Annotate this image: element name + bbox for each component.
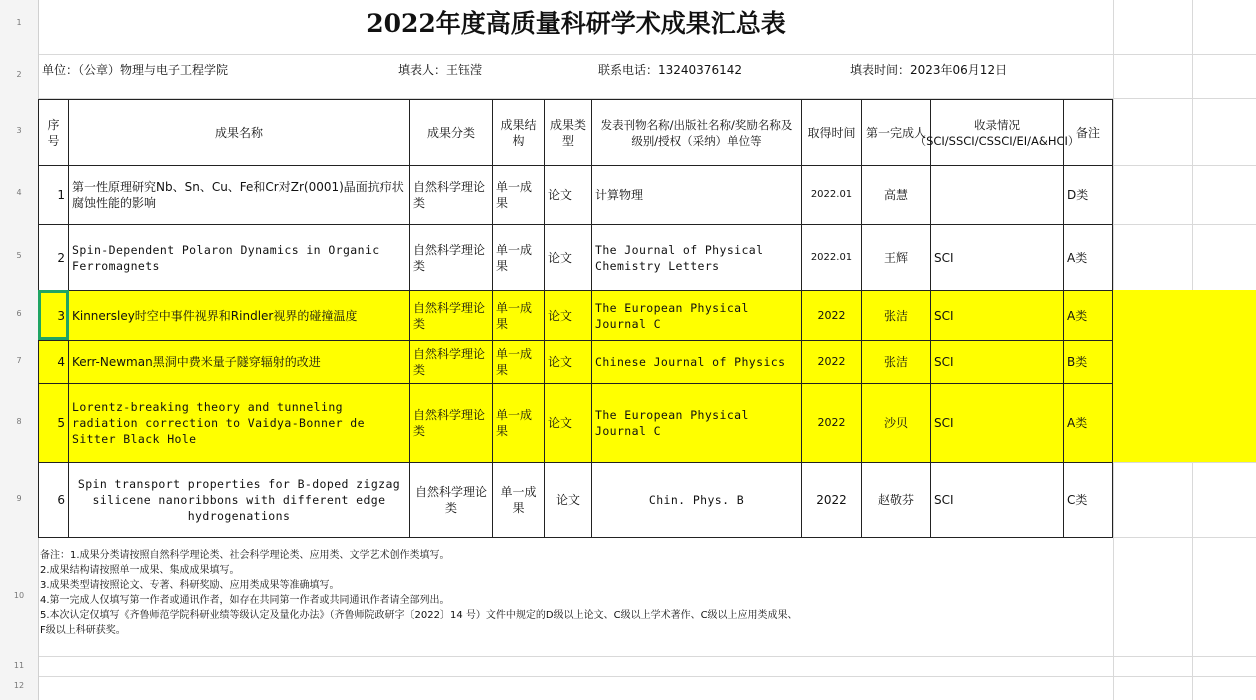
cell-time[interactable]: 2022.01 — [801, 224, 862, 291]
cell-time[interactable]: 2022 — [801, 290, 862, 341]
note-line: 5.本次认定仅填写《齐鲁师范学院科研业绩等级认定及量化办法》（齐鲁师院政研字〔2022〕14 号）文件中规定的D级以上论文、C级以上学术著作、C级以上应用类成果、 — [40, 610, 798, 621]
header-type[interactable]: 成果类型 — [544, 99, 592, 166]
row-number[interactable]: 10 — [13, 591, 25, 600]
cell-time[interactable]: 2022 — [801, 383, 862, 463]
cell-author[interactable]: 张洁 — [861, 340, 931, 384]
cell-author[interactable]: 赵敬芬 — [861, 462, 931, 538]
cell-publisher[interactable]: The European Physical Journal C — [591, 290, 802, 341]
cell-type[interactable]: 论文 — [544, 290, 592, 341]
row-number[interactable]: 8 — [16, 417, 22, 426]
cell-time[interactable]: 2022.01 — [801, 165, 862, 225]
cell-type[interactable]: 论文 — [544, 340, 592, 384]
note-line: F级以上科研获奖。 — [40, 625, 126, 636]
info-unit[interactable]: 单位：（公章）物理与电子工程学院 — [42, 63, 229, 77]
cell-index[interactable]: SCI — [930, 290, 1064, 341]
cell-remark[interactable]: A类 — [1063, 383, 1113, 463]
cell-name[interactable]: Spin transport properties for B-doped zigzag silicene nanoribbons with different edge hydrogenations — [68, 462, 410, 538]
info-phone[interactable]: 联系电话：13240376142 — [598, 63, 742, 77]
cell-structure[interactable]: 单一成果 — [492, 340, 545, 384]
cell-seq[interactable]: 4 — [38, 340, 69, 384]
gridline — [0, 676, 1256, 677]
row-number[interactable]: 12 — [13, 681, 25, 690]
row-number[interactable]: 4 — [16, 188, 22, 197]
note-line: 2.成果结构请按照单一成果、集成成果填写。 — [40, 565, 240, 576]
header-name[interactable]: 成果名称 — [68, 99, 410, 166]
row-number[interactable]: 9 — [16, 494, 22, 503]
cell-category[interactable]: 自然科学理论类 — [409, 462, 493, 538]
cell-index[interactable]: SCI — [930, 340, 1064, 384]
cell-index[interactable]: SCI — [930, 224, 1064, 291]
cell-index[interactable]: SCI — [930, 383, 1064, 463]
header-index[interactable]: 收录情况（SCI/SSCI/CSSCI/EI/A&HCI） — [930, 99, 1064, 166]
row-number[interactable]: 2 — [16, 70, 22, 79]
cell-name[interactable]: Kinnersley时空中事件视界和Rindler视界的碰撞温度 — [68, 290, 410, 341]
cell-type[interactable]: 论文 — [544, 224, 592, 291]
cell-index[interactable] — [930, 165, 1064, 225]
cell-structure[interactable]: 单一成果 — [492, 224, 545, 291]
cell-seq[interactable]: 1 — [38, 165, 69, 225]
cell-category[interactable]: 自然科学理论类 — [409, 383, 493, 463]
cell-seq[interactable]: 3 — [38, 290, 69, 341]
row-number[interactable]: 11 — [13, 661, 25, 670]
cell-type[interactable]: 论文 — [544, 383, 592, 463]
note-line: 4.第一完成人仅填写第一作者或通讯作者，如存在共同第一作者或共同通讯作者请全部列出。 — [40, 595, 450, 606]
cell-publisher[interactable]: The Journal of Physical Chemistry Letters — [591, 224, 802, 291]
row-number[interactable]: 6 — [16, 309, 22, 318]
cell-seq[interactable]: 5 — [38, 383, 69, 463]
cell-publisher[interactable]: Chinese Journal of Physics — [591, 340, 802, 384]
gridline — [0, 54, 1256, 55]
cell-remark[interactable]: A类 — [1063, 290, 1113, 341]
header-remark[interactable]: 备注 — [1063, 99, 1113, 166]
cell-seq[interactable]: 2 — [38, 224, 69, 291]
cell-remark[interactable]: A类 — [1063, 224, 1113, 291]
cell-type[interactable]: 论文 — [544, 165, 592, 225]
cell-category[interactable]: 自然科学理论类 — [409, 290, 493, 341]
cell-structure[interactable]: 单一成果 — [492, 290, 545, 341]
cell-name[interactable]: Lorentz-breaking theory and tunneling radiation correction to Vaidya-Bonner de Sitter Black Hole — [68, 383, 410, 463]
info-date[interactable]: 填表时间：2023年06月12日 — [850, 63, 1008, 77]
cell-time[interactable]: 2022 — [801, 340, 862, 384]
gridline — [0, 656, 1256, 657]
header-time[interactable]: 取得时间 — [801, 99, 862, 166]
cell-author[interactable]: 高慧 — [861, 165, 931, 225]
cell-time[interactable]: 2022 — [801, 462, 862, 538]
row-number[interactable]: 3 — [16, 126, 22, 135]
cell-name[interactable]: 第一性原理研究Nb、Sn、Cu、Fe和Cr对Zr(0001)晶面抗疖状腐蚀性能的影响 — [68, 165, 410, 225]
cell-remark[interactable]: B类 — [1063, 340, 1113, 384]
row-number[interactable]: 1 — [16, 18, 22, 27]
cell-name[interactable]: Kerr-Newman黑洞中费米量子隧穿辐射的改进 — [68, 340, 410, 384]
cell-structure[interactable]: 单一成果 — [492, 383, 545, 463]
note-line: 3.成果类型请按照论文、专著、科研奖励、应用类成果等准确填写。 — [40, 580, 340, 591]
cell-publisher[interactable]: The European Physical Journal C — [591, 383, 802, 463]
cell-category[interactable]: 自然科学理论类 — [409, 224, 493, 291]
cell-category[interactable]: 自然科学理论类 — [409, 340, 493, 384]
note-line: 备注：1.成果分类请按照自然科学理论类、社会科学理论类、应用类、文学艺术创作类填写。 — [40, 550, 450, 561]
cell-name[interactable]: Spin-Dependent Polaron Dynamics in Organic Ferromagnets — [68, 224, 410, 291]
active-cell-selection[interactable] — [38, 290, 69, 340]
cell-seq[interactable]: 6 — [38, 462, 69, 538]
cell-index[interactable]: SCI — [930, 462, 1064, 538]
cell-remark[interactable]: C类 — [1063, 462, 1113, 538]
cell-publisher[interactable]: 计算物理 — [591, 165, 802, 225]
row-number[interactable]: 5 — [16, 251, 22, 260]
header-publisher[interactable]: 发表刊物名称/出版社名称/奖励名称及级别/授权（采纳）单位等 — [591, 99, 802, 166]
cell-category[interactable]: 自然科学理论类 — [409, 165, 493, 225]
sheet-title: 2022年度高质量科研学术成果汇总表 — [366, 9, 786, 38]
cell-publisher[interactable]: Chin. Phys. B — [591, 462, 802, 538]
cell-author[interactable]: 沙贝 — [861, 383, 931, 463]
cell-structure[interactable]: 单一成果 — [492, 462, 545, 538]
cell-author[interactable]: 王辉 — [861, 224, 931, 291]
header-author[interactable]: 第一完成人 — [861, 99, 931, 166]
cell-structure[interactable]: 单一成果 — [492, 165, 545, 225]
cell-type[interactable]: 论文 — [544, 462, 592, 538]
header-category[interactable]: 成果分类 — [409, 99, 493, 166]
header-seq[interactable]: 序号 — [38, 99, 69, 166]
row-number[interactable]: 7 — [16, 356, 22, 365]
header-structure[interactable]: 成果结构 — [492, 99, 545, 166]
notes-block[interactable] — [40, 548, 1112, 638]
info-filler[interactable]: 填表人：王钰滢 — [398, 63, 483, 77]
cell-author[interactable]: 张洁 — [861, 290, 931, 341]
cell-remark[interactable]: D类 — [1063, 165, 1113, 225]
